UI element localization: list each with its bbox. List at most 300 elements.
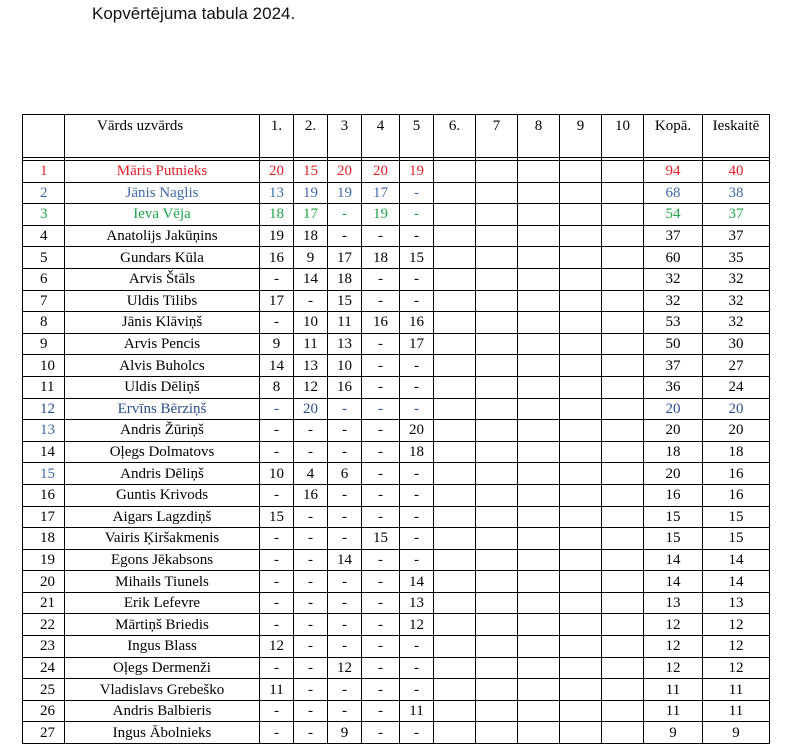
header-cell-round-8: 8 [518, 115, 560, 158]
round-6-cell [434, 506, 476, 528]
round-1-cell: - [260, 657, 294, 679]
round-4-cell: - [362, 420, 400, 442]
round-1-cell: - [260, 420, 294, 442]
round-4-cell: - [362, 463, 400, 485]
round-10-cell [602, 722, 644, 744]
position-cell: 26 [23, 700, 65, 722]
round-3-cell: 17 [328, 247, 362, 269]
header-cell-round-2: 2. [294, 115, 328, 158]
position-cell: 2 [23, 182, 65, 204]
round-7-cell [476, 290, 518, 312]
position-cell: 13 [23, 420, 65, 442]
round-5-cell: 18 [400, 441, 434, 463]
round-9-cell [560, 528, 602, 550]
table-row [23, 657, 770, 679]
round-8-cell [518, 182, 560, 204]
round-2-cell: - [294, 592, 328, 614]
header-cell-name: Vārds uzvārds [65, 115, 260, 158]
round-4-cell: - [362, 700, 400, 722]
position-cell: 16 [23, 484, 65, 506]
round-10-cell [602, 355, 644, 377]
round-8-cell [518, 722, 560, 744]
position-cell: 7 [23, 290, 65, 312]
round-2-cell: - [294, 636, 328, 658]
round-9-cell [560, 463, 602, 485]
round-4-cell: - [362, 225, 400, 247]
round-1-cell: 20 [260, 161, 294, 183]
table-row [23, 333, 770, 355]
round-4-cell: - [362, 290, 400, 312]
round-3-cell: - [328, 506, 362, 528]
position-cell: 25 [23, 679, 65, 701]
round-6-cell [434, 549, 476, 571]
round-1-cell: 9 [260, 333, 294, 355]
round-1-cell: 10 [260, 463, 294, 485]
table-row [23, 420, 770, 442]
total-cell: 18 [644, 441, 703, 463]
round-5-cell: - [400, 398, 434, 420]
round-5-cell: - [400, 290, 434, 312]
round-4-cell: - [362, 506, 400, 528]
round-7-cell [476, 549, 518, 571]
round-3-cell: - [328, 592, 362, 614]
round-4-cell: - [362, 636, 400, 658]
name-cell: Jānis Klāviņš [65, 312, 260, 334]
round-6-cell [434, 441, 476, 463]
counted-cell: 30 [703, 333, 770, 355]
position-cell: 8 [23, 312, 65, 334]
round-5-cell: 19 [400, 161, 434, 183]
round-2-cell: 10 [294, 312, 328, 334]
round-6-cell [434, 420, 476, 442]
total-cell: 14 [644, 549, 703, 571]
total-cell: 20 [644, 463, 703, 485]
round-6-cell [434, 290, 476, 312]
round-6-cell [434, 463, 476, 485]
total-cell: 50 [644, 333, 703, 355]
round-8-cell [518, 247, 560, 269]
round-7-cell [476, 571, 518, 593]
table-row [23, 592, 770, 614]
position-cell: 12 [23, 398, 65, 420]
total-cell: 20 [644, 420, 703, 442]
counted-cell: 20 [703, 420, 770, 442]
round-10-cell [602, 161, 644, 183]
round-3-cell: - [328, 441, 362, 463]
total-cell: 68 [644, 182, 703, 204]
table-body [23, 158, 770, 744]
header-cell-round-4: 4 [362, 115, 400, 158]
round-7-cell [476, 225, 518, 247]
round-1-cell: - [260, 549, 294, 571]
table-row [23, 290, 770, 312]
total-cell: 32 [644, 268, 703, 290]
round-7-cell [476, 614, 518, 636]
round-8-cell [518, 614, 560, 636]
round-9-cell [560, 376, 602, 398]
counted-cell: 32 [703, 312, 770, 334]
name-cell: Vairis Ķiršakmenis [65, 528, 260, 550]
round-3-cell: - [328, 614, 362, 636]
name-cell: Andris Dēliņš [65, 463, 260, 485]
round-3-cell: - [328, 679, 362, 701]
table-row [23, 312, 770, 334]
round-3-cell: 12 [328, 657, 362, 679]
round-5-cell: - [400, 463, 434, 485]
counted-cell: 13 [703, 592, 770, 614]
round-6-cell [434, 571, 476, 593]
header-row [23, 115, 770, 158]
round-7-cell [476, 679, 518, 701]
round-10-cell [602, 506, 644, 528]
table-row [23, 700, 770, 722]
name-cell: Ervīns Bērziņš [65, 398, 260, 420]
round-7-cell [476, 463, 518, 485]
round-1-cell: - [260, 700, 294, 722]
total-cell: 37 [644, 355, 703, 377]
name-cell: Uldis Tilibs [65, 290, 260, 312]
round-7-cell [476, 204, 518, 226]
counted-cell: 35 [703, 247, 770, 269]
position-cell: 4 [23, 225, 65, 247]
round-7-cell [476, 657, 518, 679]
round-3-cell: - [328, 420, 362, 442]
round-10-cell [602, 614, 644, 636]
round-10-cell [602, 700, 644, 722]
position-cell: 9 [23, 333, 65, 355]
round-3-cell: - [328, 636, 362, 658]
round-10-cell [602, 247, 644, 269]
round-8-cell [518, 161, 560, 183]
total-cell: 53 [644, 312, 703, 334]
round-2-cell: - [294, 441, 328, 463]
round-2-cell: - [294, 549, 328, 571]
round-1-cell: 14 [260, 355, 294, 377]
counted-cell: 24 [703, 376, 770, 398]
header-cell-round-1: 1. [260, 115, 294, 158]
round-4-cell: - [362, 614, 400, 636]
header-cell-round-3: 3 [328, 115, 362, 158]
round-2-cell: 17 [294, 204, 328, 226]
counted-cell: 14 [703, 549, 770, 571]
round-10-cell [602, 528, 644, 550]
round-3-cell: 15 [328, 290, 362, 312]
standings-table [22, 114, 770, 744]
round-3-cell: 20 [328, 161, 362, 183]
total-cell: 60 [644, 247, 703, 269]
header-cell-total: Kopā. [644, 115, 703, 158]
round-5-cell: - [400, 528, 434, 550]
name-cell: Mārtiņš Briedis [65, 614, 260, 636]
round-1-cell: - [260, 441, 294, 463]
round-3-cell: 14 [328, 549, 362, 571]
round-4-cell: - [362, 376, 400, 398]
counted-cell: 32 [703, 290, 770, 312]
round-6-cell [434, 614, 476, 636]
round-5-cell: 20 [400, 420, 434, 442]
counted-cell: 14 [703, 571, 770, 593]
position-cell: 6 [23, 268, 65, 290]
name-cell: Uldis Dēliņš [65, 376, 260, 398]
position-cell: 18 [23, 528, 65, 550]
name-cell: Mihails Tiunels [65, 571, 260, 593]
name-cell: Ingus Blass [65, 636, 260, 658]
round-1-cell: 13 [260, 182, 294, 204]
round-10-cell [602, 312, 644, 334]
round-9-cell [560, 700, 602, 722]
round-2-cell: - [294, 657, 328, 679]
round-5-cell: 15 [400, 247, 434, 269]
round-1-cell: - [260, 312, 294, 334]
name-cell: Oļegs Dermenži [65, 657, 260, 679]
round-9-cell [560, 355, 602, 377]
round-2-cell: 13 [294, 355, 328, 377]
round-9-cell [560, 506, 602, 528]
round-2-cell: - [294, 420, 328, 442]
table-row [23, 376, 770, 398]
round-7-cell [476, 506, 518, 528]
round-5-cell: - [400, 204, 434, 226]
position-cell: 5 [23, 247, 65, 269]
table-row [23, 506, 770, 528]
position-cell: 15 [23, 463, 65, 485]
round-3-cell: 13 [328, 333, 362, 355]
round-10-cell [602, 225, 644, 247]
round-8-cell [518, 225, 560, 247]
round-6-cell [434, 333, 476, 355]
round-9-cell [560, 420, 602, 442]
round-6-cell [434, 484, 476, 506]
table-row [23, 571, 770, 593]
round-5-cell: - [400, 355, 434, 377]
position-cell: 24 [23, 657, 65, 679]
round-10-cell [602, 441, 644, 463]
round-1-cell: - [260, 484, 294, 506]
position-cell: 27 [23, 722, 65, 744]
round-1-cell: 11 [260, 679, 294, 701]
round-7-cell [476, 247, 518, 269]
counted-cell: 20 [703, 398, 770, 420]
round-4-cell: - [362, 355, 400, 377]
round-9-cell [560, 182, 602, 204]
table-row [23, 398, 770, 420]
round-9-cell [560, 225, 602, 247]
round-2-cell: 14 [294, 268, 328, 290]
round-8-cell [518, 333, 560, 355]
round-9-cell [560, 312, 602, 334]
table-row [23, 636, 770, 658]
round-9-cell [560, 657, 602, 679]
round-8-cell [518, 592, 560, 614]
counted-cell: 15 [703, 506, 770, 528]
round-3-cell: - [328, 398, 362, 420]
header-cell-round-9: 9 [560, 115, 602, 158]
counted-cell: 11 [703, 700, 770, 722]
name-cell: Andris Žūriņš [65, 420, 260, 442]
round-2-cell: 12 [294, 376, 328, 398]
table-row [23, 204, 770, 226]
header-cell-position [23, 115, 65, 158]
total-cell: 14 [644, 571, 703, 593]
round-9-cell [560, 722, 602, 744]
round-4-cell: - [362, 549, 400, 571]
round-7-cell [476, 484, 518, 506]
round-4-cell: - [362, 679, 400, 701]
name-cell: Andris Balbieris [65, 700, 260, 722]
name-cell: Jānis Naglis [65, 182, 260, 204]
total-cell: 9 [644, 722, 703, 744]
round-9-cell [560, 161, 602, 183]
round-10-cell [602, 592, 644, 614]
round-5-cell: - [400, 182, 434, 204]
round-10-cell [602, 398, 644, 420]
round-5-cell: 13 [400, 592, 434, 614]
round-4-cell: - [362, 268, 400, 290]
round-4-cell: - [362, 571, 400, 593]
counted-cell: 15 [703, 528, 770, 550]
total-cell: 11 [644, 679, 703, 701]
round-5-cell: 17 [400, 333, 434, 355]
counted-cell: 38 [703, 182, 770, 204]
round-8-cell [518, 268, 560, 290]
table-row [23, 225, 770, 247]
total-cell: 15 [644, 528, 703, 550]
round-6-cell [434, 722, 476, 744]
round-6-cell [434, 161, 476, 183]
round-3-cell: 11 [328, 312, 362, 334]
position-cell: 20 [23, 571, 65, 593]
round-10-cell [602, 463, 644, 485]
round-10-cell [602, 204, 644, 226]
round-8-cell [518, 506, 560, 528]
round-5-cell: 16 [400, 312, 434, 334]
round-4-cell: 18 [362, 247, 400, 269]
round-7-cell [476, 592, 518, 614]
round-6-cell [434, 182, 476, 204]
round-2-cell: - [294, 679, 328, 701]
name-cell: Alvis Buholcs [65, 355, 260, 377]
total-cell: 13 [644, 592, 703, 614]
name-cell: Aigars Lagzdiņš [65, 506, 260, 528]
total-cell: 12 [644, 614, 703, 636]
round-3-cell: 18 [328, 268, 362, 290]
name-cell: Gundars Kūla [65, 247, 260, 269]
round-1-cell: 19 [260, 225, 294, 247]
table-row [23, 484, 770, 506]
position-cell: 1 [23, 161, 65, 183]
round-6-cell [434, 225, 476, 247]
counted-cell: 37 [703, 225, 770, 247]
round-10-cell [602, 420, 644, 442]
round-3-cell: 9 [328, 722, 362, 744]
round-3-cell: - [328, 484, 362, 506]
round-9-cell [560, 290, 602, 312]
round-3-cell: 16 [328, 376, 362, 398]
round-6-cell [434, 355, 476, 377]
round-3-cell: 10 [328, 355, 362, 377]
round-6-cell [434, 700, 476, 722]
round-6-cell [434, 312, 476, 334]
counted-cell: 12 [703, 657, 770, 679]
round-8-cell [518, 700, 560, 722]
counted-cell: 18 [703, 441, 770, 463]
table-row [23, 355, 770, 377]
round-5-cell: - [400, 225, 434, 247]
name-cell: Māris Putnieks [65, 161, 260, 183]
round-2-cell: 20 [294, 398, 328, 420]
round-10-cell [602, 549, 644, 571]
round-6-cell [434, 376, 476, 398]
round-7-cell [476, 376, 518, 398]
round-10-cell [602, 636, 644, 658]
round-8-cell [518, 398, 560, 420]
round-3-cell: - [328, 528, 362, 550]
round-9-cell [560, 247, 602, 269]
round-1-cell: 12 [260, 636, 294, 658]
round-10-cell [602, 571, 644, 593]
round-8-cell [518, 528, 560, 550]
counted-cell: 12 [703, 636, 770, 658]
round-8-cell [518, 657, 560, 679]
table-row [23, 268, 770, 290]
page-title: Kopvērtējuma tabula 2024. [92, 4, 296, 23]
round-2-cell: - [294, 528, 328, 550]
round-1-cell: - [260, 398, 294, 420]
round-2-cell: 16 [294, 484, 328, 506]
total-cell: 15 [644, 506, 703, 528]
name-cell: Vladislavs Grebeško [65, 679, 260, 701]
counted-cell: 12 [703, 614, 770, 636]
header-cell-counted: Ieskaitē [703, 115, 770, 158]
round-6-cell [434, 247, 476, 269]
table-row [23, 161, 770, 183]
position-cell: 10 [23, 355, 65, 377]
round-9-cell [560, 441, 602, 463]
total-cell: 20 [644, 398, 703, 420]
position-cell: 3 [23, 204, 65, 226]
counted-cell: 40 [703, 161, 770, 183]
round-5-cell: - [400, 679, 434, 701]
round-7-cell [476, 355, 518, 377]
round-6-cell [434, 268, 476, 290]
round-9-cell [560, 549, 602, 571]
name-cell: Oļegs Dolmatovs [65, 441, 260, 463]
round-7-cell [476, 182, 518, 204]
round-10-cell [602, 182, 644, 204]
round-2-cell: 19 [294, 182, 328, 204]
position-cell: 11 [23, 376, 65, 398]
total-cell: 36 [644, 376, 703, 398]
counted-cell: 37 [703, 204, 770, 226]
round-5-cell: - [400, 506, 434, 528]
round-4-cell: - [362, 441, 400, 463]
round-3-cell: - [328, 700, 362, 722]
round-2-cell: - [294, 290, 328, 312]
round-2-cell: 9 [294, 247, 328, 269]
round-6-cell [434, 528, 476, 550]
round-5-cell: 14 [400, 571, 434, 593]
round-9-cell [560, 333, 602, 355]
name-cell: Anatolijs Jakūņins [65, 225, 260, 247]
table-row [23, 182, 770, 204]
round-10-cell [602, 484, 644, 506]
round-7-cell [476, 268, 518, 290]
round-9-cell [560, 592, 602, 614]
round-2-cell: 4 [294, 463, 328, 485]
round-10-cell [602, 268, 644, 290]
round-5-cell: - [400, 636, 434, 658]
round-1-cell: 18 [260, 204, 294, 226]
